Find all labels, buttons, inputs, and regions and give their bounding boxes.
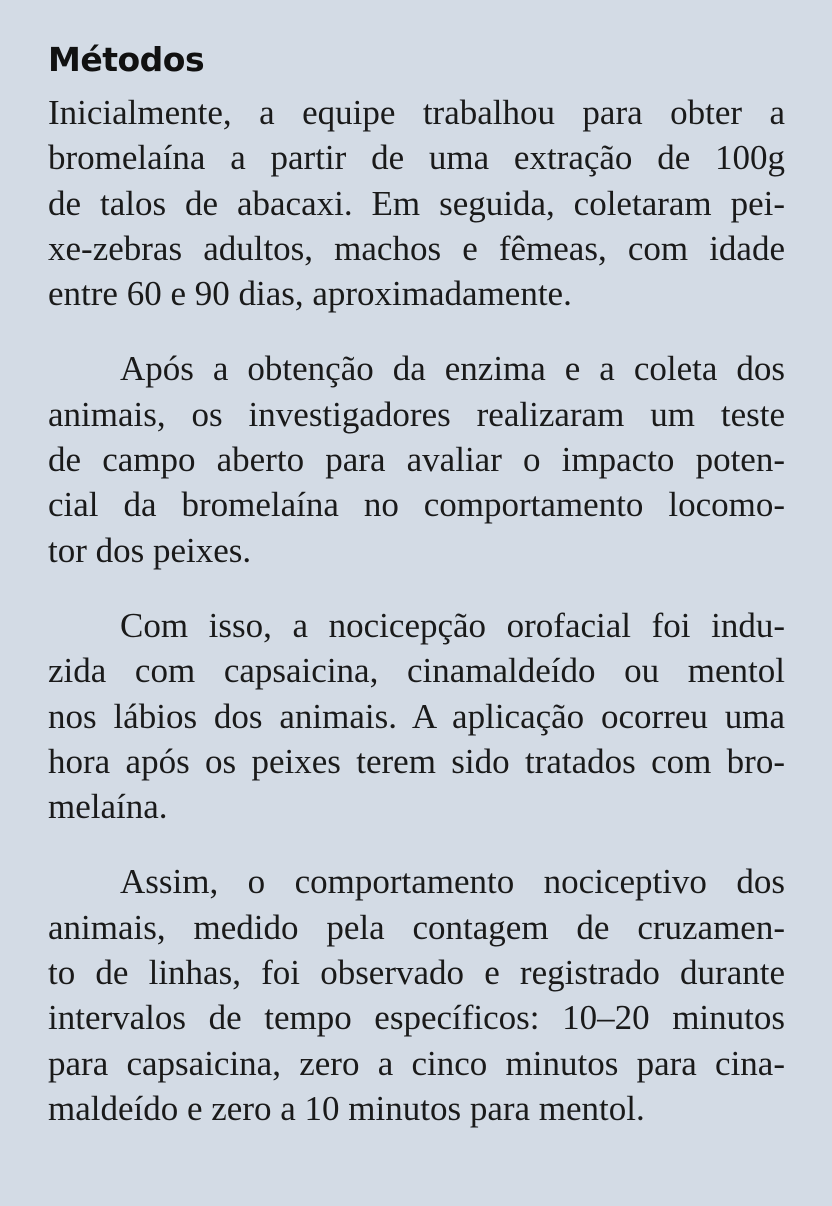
text-line: xe-zebras adultos, machos e fêmeas, com idade [48,228,785,268]
text-line: maldeído e zero a 10 minutos para mentol. [48,1088,645,1128]
text-line: hora após os peixes terem sido tratados com bro- [48,741,785,781]
paragraph-2 [48,346,785,572]
text-line: Com isso, a nocicepção orofacial foi indu- [120,605,785,645]
methods-section [48,34,785,1161]
paragraph-1 [48,90,785,316]
text-line: tor dos peixes. [48,530,252,570]
text-line: animais, os investigadores realizaram um teste [48,394,785,434]
text-line: Inicialmente, a equipe trabalhou para obter a [48,93,785,132]
text-line: para capsaicina, zero a cinco minutos para cina- [48,1043,785,1083]
text-line: zida com capsaicina, cinamaldeído ou mentol [48,651,785,691]
text-line: bromelaína a partir de uma extração de 100g [48,138,785,178]
text-line: to de linhas, foi observado e registrado durante [48,953,785,993]
text-line: melaína. [48,787,168,827]
paragraph-3 [48,603,785,829]
text-line: de talos de abacaxi. Em seguida, coletaram pei- [48,183,785,223]
text-line: Após a obtenção da enzima e a coleta dos [120,349,785,389]
text-line: de campo aberto para avaliar o impacto poten- [48,440,785,480]
text-line: Assim, o comportamento nociceptivo dos [120,862,785,902]
text-line: entre 60 e 90 dias, aproximadamente. [48,274,572,314]
paragraph-4 [48,859,785,1131]
text-line: cial da bromelaína no comportamento locomo- [48,485,785,525]
text-line: nos lábios dos animais. A aplicação ocorreu uma [48,696,785,736]
text-line: intervalos de tempo específicos: 10–20 minutos [48,998,785,1038]
section-heading: Métodos [48,40,205,79]
text-line: animais, medido pela contagem de cruzamen- [48,907,785,947]
